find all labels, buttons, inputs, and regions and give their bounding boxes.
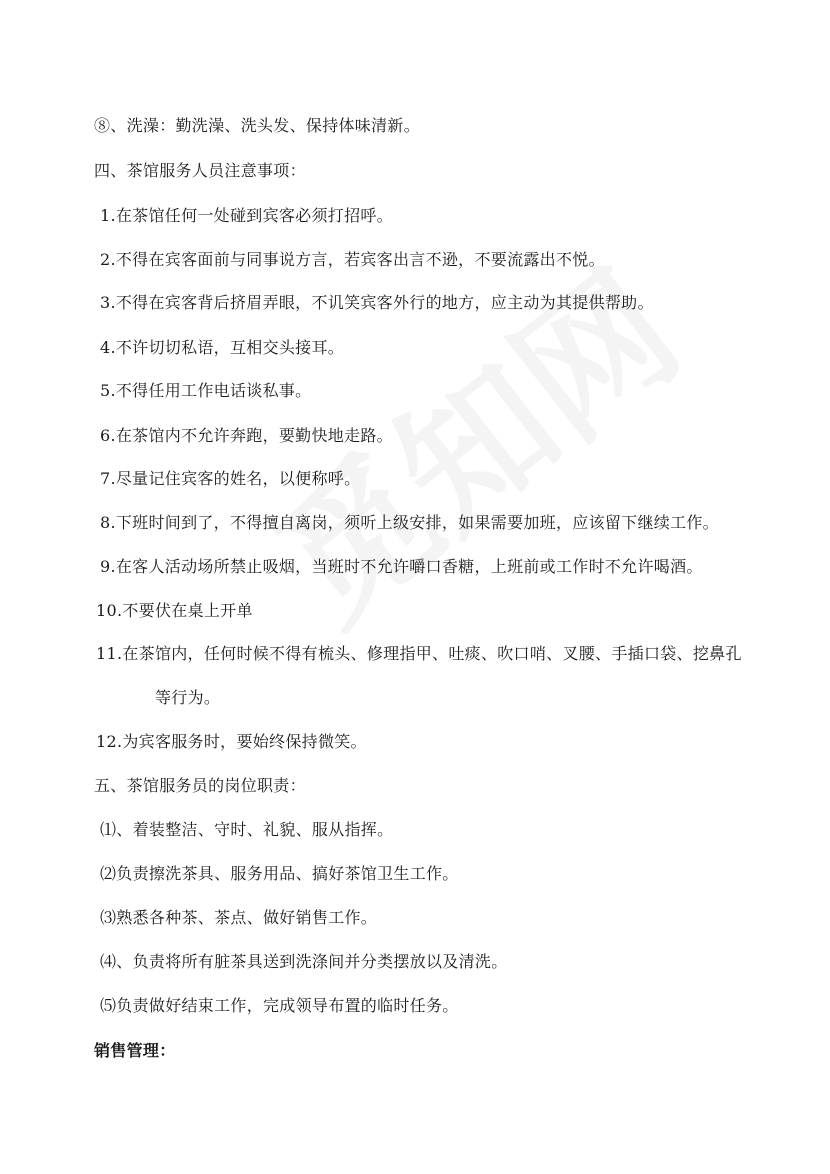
list-item: 11.在茶馆内，任何时候不得有梳头、修理指甲、吐痰、吹口哨、叉腰、手插口袋、挖鼻孔 <box>96 644 742 663</box>
list-item-continuation: 等行为。 <box>155 688 221 707</box>
list-item: 5.不得任用工作电话谈私事。 <box>100 381 312 400</box>
list-item: 10.不要伏在桌上开单 <box>96 601 253 620</box>
list-item: 8.下班时间到了，不得擅自离岗，须听上级安排，如果需要加班，应该留下继续工作。 <box>100 513 719 532</box>
list-item: 9.在客人活动场所禁止吸烟，当班时不允许嚼口香糖，上班前或工作时不允许喝酒。 <box>100 557 703 576</box>
list-item: 1.在茶馆任何一处碰到宾客必须打招呼。 <box>100 206 393 225</box>
list-item: ⑶熟悉各种茶、茶点、做好销售工作。 <box>100 908 378 927</box>
list-item: 12.为宾客服务时，要始终保持微笑。 <box>96 732 367 751</box>
list-item: 4.不许切切私语，互相交头接耳。 <box>100 338 345 357</box>
list-item: ⑵负责擦洗茶具、服务用品、搞好茶馆卫生工作。 <box>100 864 459 883</box>
list-item: ⑷、负责将所有脏茶具送到洗涤间并分类摆放以及清洗。 <box>100 952 508 971</box>
list-item: ⑸负责做好结束工作，完成领导布置的临时任务。 <box>100 996 459 1015</box>
list-item: 6.在茶馆内不允许奔跑，要勤快地走路。 <box>100 426 393 445</box>
list-item: 3.不得在宾客背后挤眉弄眼，不讥笑宾客外行的地方，应主动为其提供帮助。 <box>100 293 654 312</box>
bold-heading: 销售管理： <box>94 1041 176 1060</box>
section-heading: 四、茶馆服务人员注意事项： <box>94 161 306 180</box>
list-item: 2.不得在宾客面前与同事说方言，若宾客出言不逊，不要流露出不悦。 <box>100 250 605 269</box>
list-item: 7.尽量记住宾客的姓名，以便称呼。 <box>100 469 361 488</box>
text-line: ⑧、洗澡：勤洗澡、洗头发、保持体味清新。 <box>94 116 421 135</box>
section-heading: 五、茶馆服务员的岗位职责： <box>94 776 306 795</box>
list-item: ⑴、着装整洁、守时、礼貌、服从指挥。 <box>100 820 394 839</box>
